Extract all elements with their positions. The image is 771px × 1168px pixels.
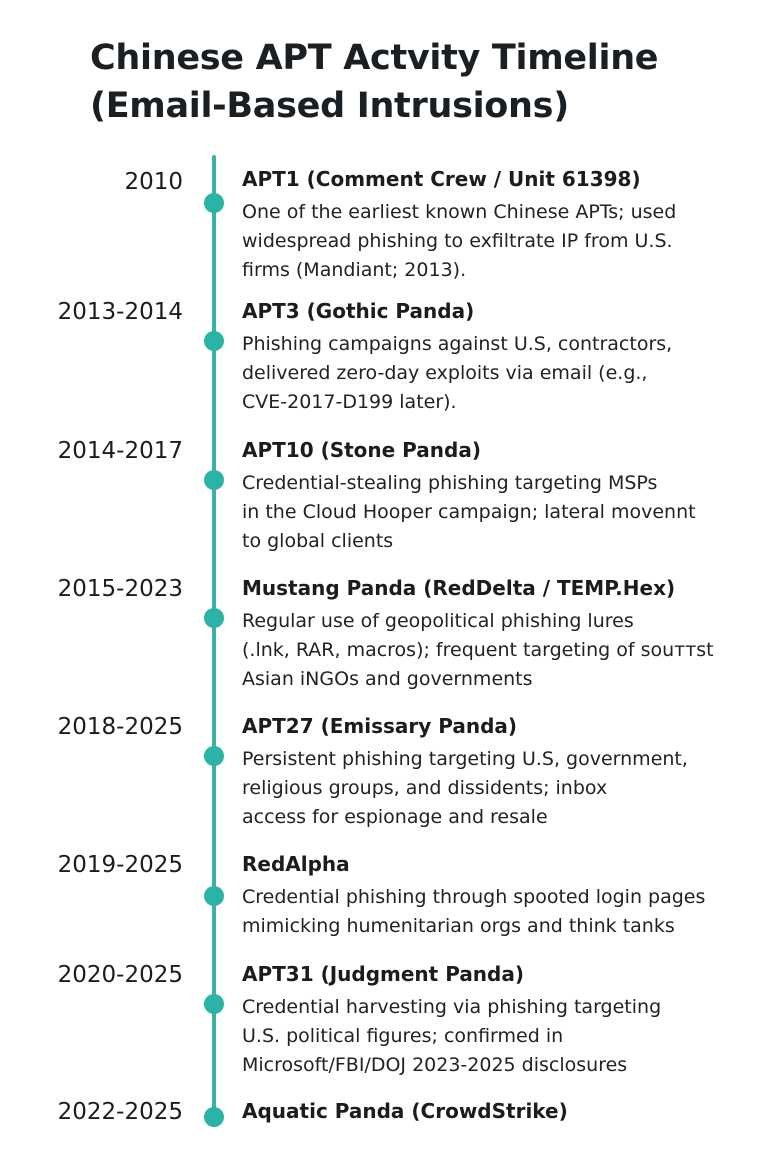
description-line: access for espionage and resale	[242, 806, 548, 828]
entry-group-name: APT27 (Emissary Panda)	[242, 714, 518, 738]
description-line: firms (Mandiant; 2013).	[242, 259, 467, 281]
description-line: widespread phishing to exfiltrate IP from U.S.	[242, 230, 673, 252]
entry-description	[242, 198, 752, 285]
entry-year: 2020-2025	[57, 962, 183, 988]
page-title	[90, 34, 750, 130]
title-line-1: Chinese APT Actvity Timeline	[90, 38, 659, 78]
description-line: Credential phishing through spooted login pages	[242, 886, 706, 908]
title-line-2: (Email-Based Intrusions)	[90, 86, 569, 126]
entry-group-name: Mustang Panda (RedDelta / TEMP.Hex)	[242, 576, 676, 600]
timeline-dot	[204, 331, 224, 351]
entry-group-name: APT1 (Comment Crew / Unit 61398)	[242, 167, 641, 191]
description-line: Credential harvesting via phishing targeting	[242, 996, 662, 1018]
description-line: Phishing campaigns against U.S, contractors,	[242, 333, 673, 355]
description-line: CVE-2017-D199 later).	[242, 391, 457, 413]
entry-year: 2014-2017	[57, 438, 183, 464]
entry-description	[242, 330, 752, 417]
entry-year: 2015-2023	[57, 576, 183, 602]
entry-year: 2018-2025	[57, 714, 183, 740]
entry-description	[242, 745, 752, 832]
description-line: Asian iNGOs and governments	[242, 668, 533, 690]
description-line: in the Cloud Hooper campaign; lateral movennt	[242, 501, 696, 523]
description-line: (.lnk, RAR, macros); frequent targeting of souттst	[242, 639, 714, 661]
timeline-axis	[212, 155, 216, 1125]
description-line: One of the earliest known Chinese APTs; used	[242, 201, 677, 223]
entry-year: 2010	[124, 169, 183, 195]
entry-group-name: RedAlpha	[242, 852, 350, 876]
timeline-dot	[204, 1107, 224, 1127]
description-line: Microsoft/FBI/DOJ 2023-2025 disclosures	[242, 1054, 628, 1076]
entry-group-name: APT31 (Judgment Panda)	[242, 962, 525, 986]
entry-group-name: APT3 (Gothic Panda)	[242, 299, 475, 323]
entry-description	[242, 607, 752, 694]
entry-description	[242, 993, 752, 1080]
description-line: religious groups, and dissidents; inbox	[242, 777, 608, 799]
entry-year: 2022-2025	[57, 1099, 183, 1125]
entry-description	[242, 469, 752, 556]
description-line: to global clients	[242, 530, 394, 552]
entry-group-name: APT10 (Stone Panda)	[242, 438, 481, 462]
entry-description	[242, 883, 752, 941]
timeline-dot	[204, 994, 224, 1014]
description-line: Persistent phishing targeting U.S, government,	[242, 748, 688, 770]
timeline-dot	[204, 886, 224, 906]
entry-group-name: Aquatic Panda (CrowdStrike)	[242, 1099, 568, 1123]
timeline-dot	[204, 470, 224, 490]
description-line: Credential-stealing phishing targeting MSPs	[242, 472, 658, 494]
entry-year: 2019-2025	[57, 852, 183, 878]
description-line: Regular use of geopolitical phishing lures	[242, 610, 634, 632]
description-line: delivered zero-day exploits via email (e.g.,	[242, 362, 648, 384]
timeline-dot	[204, 193, 224, 213]
description-line: U.S. political figures; confirmed in	[242, 1025, 564, 1047]
description-line: mimicking humenitarian orgs and think tanks	[242, 915, 675, 937]
timeline-dot	[204, 608, 224, 628]
entry-year: 2013-2014	[57, 299, 183, 325]
timeline-dot	[204, 746, 224, 766]
